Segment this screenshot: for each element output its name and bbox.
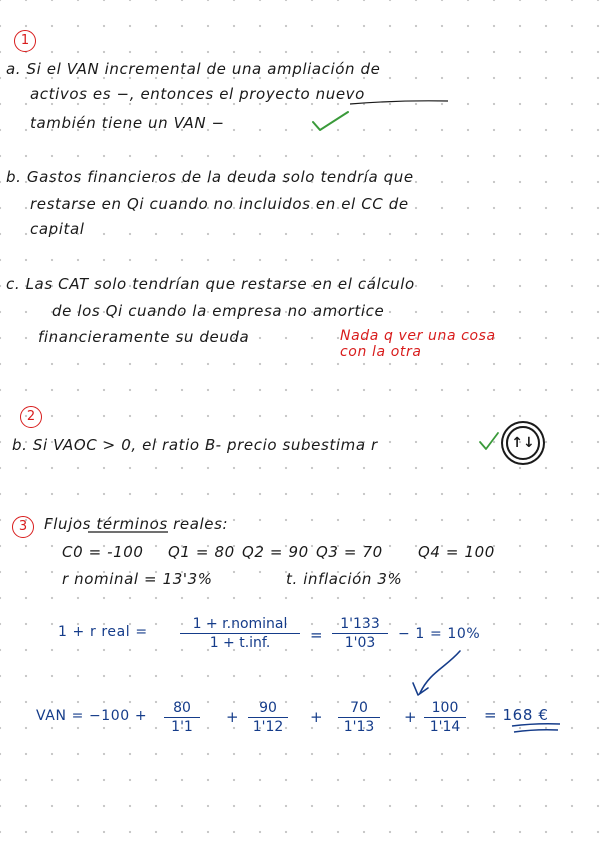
fraction-numerator: 100 — [424, 700, 466, 718]
van-lhs: VAN = −100 + — [36, 708, 148, 724]
q1c-teacher-note-line2: con la otra — [340, 344, 422, 360]
fraction-denominator: 1'13 — [343, 719, 375, 735]
nominal-rate: r nominal = 13'3% — [62, 570, 213, 588]
flow-c0: C0 = -100 — [62, 543, 144, 561]
q3-title: Flujos términos reales: — [44, 515, 229, 533]
q1a-line1: a. Si el VAN incremental de una ampliación de — [6, 60, 381, 78]
fraction-numerator: 90 — [248, 700, 288, 718]
real-rate-fraction-1 — [180, 616, 300, 651]
van-term-1 — [164, 700, 200, 735]
fraction-numerator: 1 + r.nominal — [180, 616, 300, 634]
fraction-denominator: 1 + t.inf. — [209, 635, 271, 651]
checkmark-icon — [480, 433, 498, 449]
equals-sign: = — [310, 626, 324, 644]
flow-q3: Q3 = 70 — [316, 543, 383, 561]
fraction-denominator: 1'14 — [429, 719, 461, 735]
van-result: = 168 € — [484, 706, 549, 724]
q1b-line2: restarse en Qi cuando no incluidos en el CC de — [30, 195, 409, 213]
curved-arrow-icon — [420, 651, 460, 693]
q1c-line2: de los Qi cuando la empresa no amortice — [52, 302, 385, 320]
q1c-line3: financieramente su deuda — [38, 328, 250, 346]
question-3-number: 3 — [12, 516, 34, 538]
up-down-arrows-badge-icon: ↑↓ — [506, 426, 540, 460]
real-rate-result: − 1 = 10% — [398, 626, 481, 642]
question-1-number: 1 — [14, 30, 36, 52]
van-term-2 — [248, 700, 288, 735]
plus-sign: + — [404, 708, 418, 726]
q1b-line1: b. Gastos financieros de la deuda solo tendría que — [6, 168, 414, 186]
result-underline — [512, 724, 560, 726]
inflation-rate: t. inflación 3% — [286, 570, 403, 588]
van-term-4 — [424, 700, 466, 735]
q2b-text: b. Si VAOC > 0, el ratio B- precio subestima r — [12, 436, 378, 454]
flow-q4: Q4 = 100 — [418, 543, 495, 561]
result-underline — [514, 730, 558, 732]
real-rate-lhs: 1 + r real = — [58, 624, 148, 640]
q1a-line2: activos es −, entonces el proyecto nuevo — [30, 85, 365, 103]
question-2-number: 2 — [20, 406, 42, 428]
q1a-line3: también tiene un VAN − — [30, 114, 225, 132]
real-rate-fraction-2 — [332, 616, 388, 651]
fraction-numerator: 80 — [164, 700, 200, 718]
fraction-denominator: 1'03 — [344, 635, 376, 651]
q1c-line1: c. Las CAT solo tendrían que restarse en el cálculo — [6, 275, 415, 293]
van-term-3 — [338, 700, 380, 735]
fraction-numerator: 70 — [338, 700, 380, 718]
fraction-denominator: 1'1 — [171, 719, 193, 735]
plus-sign: + — [226, 708, 240, 726]
plus-sign: + — [310, 708, 324, 726]
flow-q2: Q2 = 90 — [242, 543, 309, 561]
fraction-denominator: 1'12 — [252, 719, 284, 735]
fraction-numerator: 1'133 — [332, 616, 388, 634]
checkmark-icon — [313, 112, 348, 130]
q1b-line3: capital — [30, 220, 85, 238]
flow-q1: Q1 = 80 — [168, 543, 235, 561]
q1c-teacher-note-line1: Nada q ver una cosa — [340, 328, 496, 344]
